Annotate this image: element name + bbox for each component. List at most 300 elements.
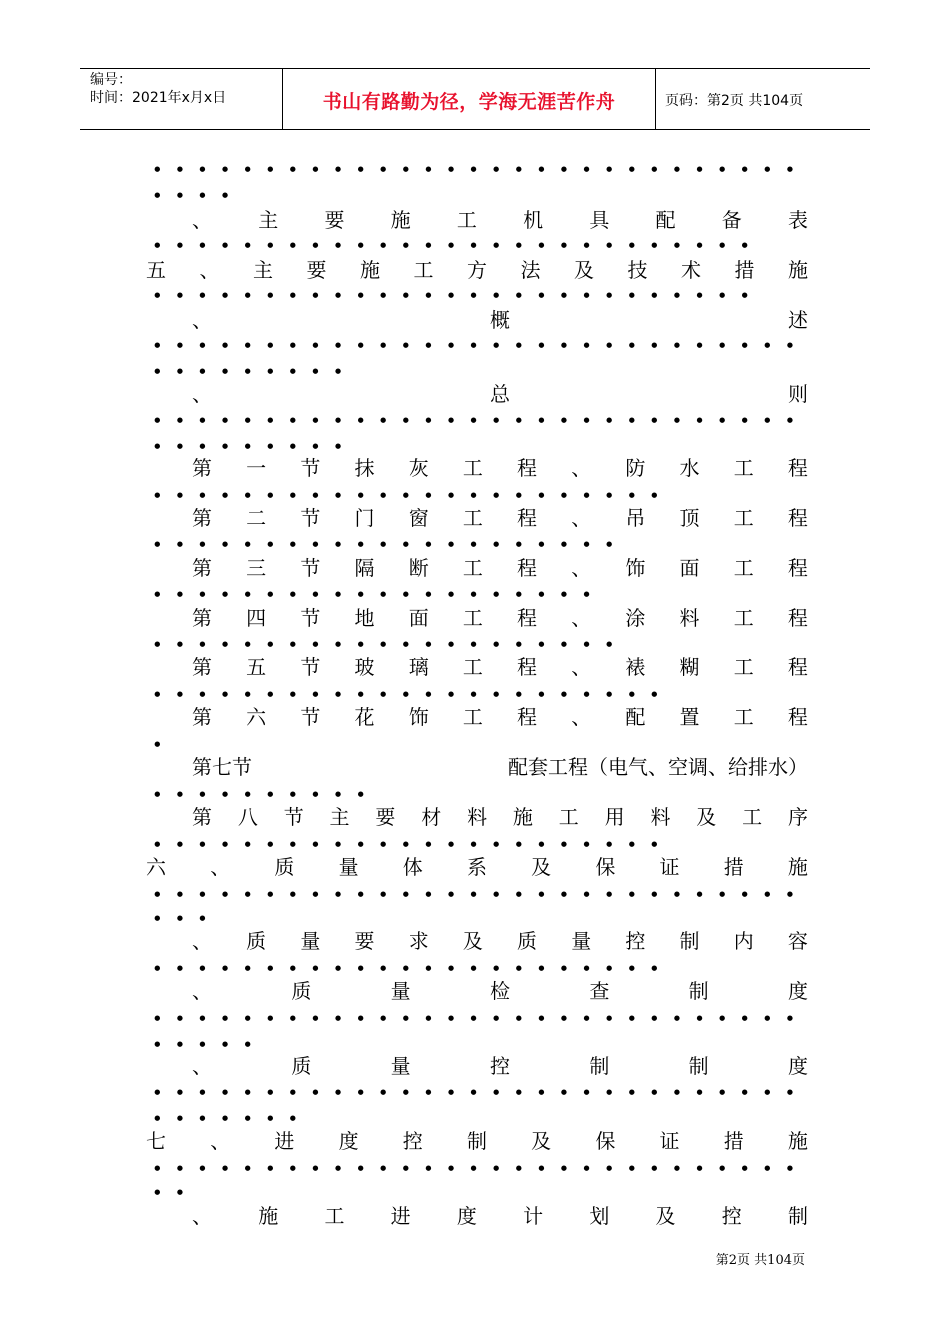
- leader-dot: [530, 1160, 553, 1176]
- leader-dot: [688, 237, 711, 253]
- toc-entry-text: 则: [788, 381, 808, 406]
- leader-dot: [643, 237, 666, 253]
- leader-dot: [169, 161, 192, 177]
- toc-entry-text: 术: [681, 257, 701, 282]
- leader-dot: [553, 886, 576, 902]
- leader-dot: [169, 1160, 192, 1176]
- toc-entry[interactable]: [146, 1125, 808, 1153]
- leader-dot: [440, 536, 463, 552]
- toc-entry-text: 程: [787, 654, 808, 679]
- leader-dot: [146, 412, 169, 428]
- leader-dot: [304, 237, 327, 253]
- document-time-label: 时间：2021年x月x日: [90, 90, 227, 106]
- leader-dot: [395, 337, 418, 353]
- toc-entry-text: 工: [733, 555, 754, 580]
- leader-dot: [620, 412, 643, 428]
- leader-dot: [530, 287, 553, 303]
- header-motto: 书山有路勤为径，学海无涯苦作舟: [322, 91, 616, 113]
- toc-entry-text: 序: [787, 804, 808, 829]
- leader-dot: [575, 337, 598, 353]
- leader-dot: [214, 886, 237, 902]
- leader-dot: [643, 960, 666, 976]
- toc-entry[interactable]: [192, 304, 808, 332]
- leader-dot: [282, 412, 305, 428]
- leader-dot: [440, 487, 463, 503]
- leader-dot: [259, 786, 282, 802]
- leader-dot: [236, 1084, 259, 1100]
- toc-entry-text: 工: [742, 804, 763, 829]
- leader-dot: [575, 412, 598, 428]
- leader-dot: [508, 586, 531, 602]
- leader-dot: [417, 287, 440, 303]
- leader-dot: [508, 161, 531, 177]
- toc-entry-text: 程: [517, 605, 538, 630]
- leader-dot: [214, 786, 237, 802]
- leader-dot: [440, 586, 463, 602]
- leader-dot: [191, 337, 214, 353]
- leader-dot: [643, 412, 666, 428]
- toc-entry-text: 料: [467, 804, 488, 829]
- leader-dots: [146, 736, 169, 752]
- toc-entry-text: 防: [625, 455, 646, 480]
- toc-entry-text: 概: [490, 307, 510, 332]
- toc-entry-text: 顶: [679, 505, 700, 530]
- leader-dot: [462, 536, 485, 552]
- leader-dot: [282, 1010, 305, 1026]
- toc-entry-text: 施: [360, 257, 380, 282]
- leader-dot: [146, 363, 169, 379]
- toc-entry-text: 第: [192, 455, 212, 480]
- leader-dot: [417, 412, 440, 428]
- leader-dot: [575, 1084, 598, 1100]
- toc-entry-text: 、: [199, 257, 220, 282]
- leader-dot: [508, 1160, 531, 1176]
- leader-dot: [236, 836, 259, 852]
- toc-entry-text: 证: [659, 1128, 680, 1153]
- leader-dot: [349, 1160, 372, 1176]
- toc-entry-text: 机: [523, 207, 544, 232]
- toc-entry-text: 述: [788, 307, 808, 332]
- toc-entry[interactable]: [192, 502, 808, 530]
- leader-dot: [462, 161, 485, 177]
- toc-entry-text: 第七节: [192, 754, 252, 779]
- leader-dot: [214, 487, 237, 503]
- toc-entry-text: 工: [462, 455, 483, 480]
- leader-dot: [462, 1160, 485, 1176]
- leader-dot: [417, 536, 440, 552]
- leader-dot: [214, 187, 237, 203]
- leader-dot: [733, 161, 756, 177]
- leader-dot: [666, 161, 689, 177]
- leader-dot: [598, 686, 621, 702]
- leader-dot: [666, 1010, 689, 1026]
- leader-dot: [733, 1084, 756, 1100]
- leader-dot: [553, 1160, 576, 1176]
- leader-dot: [711, 237, 734, 253]
- leader-dot: [349, 1084, 372, 1100]
- toc-entry-text: 及: [462, 928, 483, 953]
- leader-dot: [643, 287, 666, 303]
- leader-dots: [146, 287, 756, 303]
- leader-dot: [372, 1010, 395, 1026]
- leader-dot: [169, 187, 192, 203]
- leader-dot: [214, 337, 237, 353]
- leader-dot: [146, 438, 169, 454]
- toc-entry-text: 、: [192, 928, 212, 953]
- leader-dot: [485, 287, 508, 303]
- toc-entry-text: 工: [733, 605, 754, 630]
- leader-dot: [372, 1160, 395, 1176]
- leader-dot: [620, 836, 643, 852]
- toc-entry[interactable]: [146, 851, 808, 879]
- toc-entry-text: 及: [531, 854, 552, 879]
- toc-entry-text: 节: [300, 555, 321, 580]
- toc-entry[interactable]: [192, 1200, 808, 1228]
- toc-entry-text: 质: [291, 1053, 312, 1078]
- leader-dot: [191, 536, 214, 552]
- toc-entry-text: 质: [291, 978, 312, 1003]
- toc-entry-text: 八: [237, 804, 258, 829]
- leader-dot: [553, 1010, 576, 1026]
- leader-dot: [620, 1160, 643, 1176]
- toc-entry-text: 施: [788, 257, 808, 282]
- toc-entry-text: 第: [192, 804, 212, 829]
- toc-entry-text: 程: [787, 505, 808, 530]
- toc-entry-text: 主: [258, 207, 279, 232]
- leader-dot: [711, 1084, 734, 1100]
- leader-dot: [349, 586, 372, 602]
- leader-dot: [282, 536, 305, 552]
- leader-dot: [575, 287, 598, 303]
- leader-dot: [146, 586, 169, 602]
- toc-entry-text: 五: [246, 654, 267, 679]
- leader-dot: [327, 337, 350, 353]
- leader-dot: [372, 487, 395, 503]
- leader-dot: [282, 287, 305, 303]
- toc-entry-text: 节: [300, 704, 321, 729]
- toc-entry-text: 工: [462, 505, 483, 530]
- toc-entry[interactable]: [192, 378, 808, 406]
- toc-entry-text: 总: [490, 381, 510, 406]
- leader-dot: [169, 886, 192, 902]
- leader-dot: [417, 960, 440, 976]
- leader-dot: [733, 237, 756, 253]
- leader-dot: [327, 1160, 350, 1176]
- toc-entry-text: 及: [696, 804, 717, 829]
- leader-dot: [756, 1010, 779, 1026]
- toc-entry-text: 、: [571, 555, 592, 580]
- leader-dot: [508, 1010, 531, 1026]
- leader-dot: [349, 237, 372, 253]
- leader-dot: [508, 960, 531, 976]
- leader-dot: [327, 636, 350, 652]
- toc-entry-text: 度: [338, 1128, 359, 1153]
- toc-entry-text: 制: [688, 1053, 709, 1078]
- toc-entry-text: 方: [467, 257, 487, 282]
- leader-dot: [372, 836, 395, 852]
- toc-entry-text: 主: [329, 804, 350, 829]
- leader-dot: [214, 287, 237, 303]
- leader-dot: [688, 337, 711, 353]
- leader-dot: [530, 960, 553, 976]
- toc-entry-text: 施: [787, 1128, 808, 1153]
- leader-dot: [733, 1010, 756, 1026]
- leader-dot: [395, 886, 418, 902]
- leader-dot: [575, 237, 598, 253]
- leader-dot: [304, 1010, 327, 1026]
- leader-dot: [146, 337, 169, 353]
- leader-dot: [620, 287, 643, 303]
- toc-entry-text: 要: [324, 207, 345, 232]
- toc-entry-text: 第: [192, 555, 212, 580]
- leader-dot: [259, 586, 282, 602]
- leader-dot: [462, 237, 485, 253]
- leader-dot: [530, 536, 553, 552]
- toc-entry-text: 检: [489, 978, 510, 1003]
- leader-dot: [462, 287, 485, 303]
- toc-entry[interactable]: [192, 204, 808, 232]
- leader-dot: [146, 237, 169, 253]
- leader-dot: [349, 1010, 372, 1026]
- leader-dot: [259, 960, 282, 976]
- leader-dots: [146, 586, 598, 602]
- leader-dot: [372, 412, 395, 428]
- toc-entry-text: 进: [274, 1128, 295, 1153]
- toc-entry[interactable]: [192, 602, 808, 630]
- leader-dot: [169, 1084, 192, 1100]
- leader-dot: [485, 412, 508, 428]
- header-page-info: 页码：第2页 共104页: [665, 93, 804, 109]
- toc-entry[interactable]: [192, 1050, 808, 1078]
- leader-dot: [666, 237, 689, 253]
- leader-dot: [666, 1084, 689, 1100]
- toc-entry-text: 程: [517, 505, 538, 530]
- leader-dot: [440, 886, 463, 902]
- toc-entry-text: 及: [531, 1128, 552, 1153]
- leader-dot: [282, 161, 305, 177]
- toc-entry-text: 六: [146, 854, 166, 879]
- toc-entry-text: 计: [523, 1203, 544, 1228]
- leader-dot: [779, 161, 802, 177]
- toc-entry[interactable]: [192, 701, 808, 729]
- toc-entry-text: 程: [787, 704, 808, 729]
- leader-dot: [440, 1160, 463, 1176]
- toc-entry-text: 节: [300, 455, 321, 480]
- leader-dot: [259, 363, 282, 379]
- leader-dot: [191, 1160, 214, 1176]
- leader-dot: [756, 337, 779, 353]
- toc-entry-text: 工: [462, 654, 483, 679]
- leader-dot: [372, 287, 395, 303]
- toc-entry-text: 主: [253, 257, 273, 282]
- leader-dot: [711, 886, 734, 902]
- leader-dot: [440, 1084, 463, 1100]
- leader-dots: [146, 412, 801, 428]
- leader-dot: [508, 237, 531, 253]
- leader-dot: [643, 1084, 666, 1100]
- leader-dot: [598, 886, 621, 902]
- toc-entry-text: 材: [421, 804, 442, 829]
- leader-dot: [620, 161, 643, 177]
- leader-dot: [733, 287, 756, 303]
- leader-dot: [575, 161, 598, 177]
- leader-dot: [282, 237, 305, 253]
- toc-entry-text: 第: [192, 704, 212, 729]
- toc-entry-text: 节: [300, 654, 321, 679]
- toc-entry-text: 保: [595, 1128, 616, 1153]
- leader-dot: [169, 910, 192, 926]
- leader-dot: [575, 536, 598, 552]
- leader-dot: [146, 1084, 169, 1100]
- leader-dot: [214, 586, 237, 602]
- leader-dot: [327, 412, 350, 428]
- leader-dot: [643, 686, 666, 702]
- leader-dot: [349, 287, 372, 303]
- leader-dot: [214, 636, 237, 652]
- leader-dot: [214, 363, 237, 379]
- toc-entry[interactable]: [192, 552, 808, 580]
- leader-dot: [146, 910, 169, 926]
- leader-dot: [530, 337, 553, 353]
- toc-entry-text: 工: [462, 704, 483, 729]
- toc-entry[interactable]: [192, 975, 808, 1003]
- leader-dot: [304, 161, 327, 177]
- leader-dot: [169, 487, 192, 503]
- leader-dot: [688, 886, 711, 902]
- leader-dot: [236, 287, 259, 303]
- leader-dot: [485, 886, 508, 902]
- leader-dot: [236, 412, 259, 428]
- leader-dot: [191, 1084, 214, 1100]
- leader-dot: [575, 1160, 598, 1176]
- leader-dot: [304, 1084, 327, 1100]
- leader-dot: [236, 586, 259, 602]
- toc-entry-text: 措: [734, 257, 755, 282]
- leader-dot: [395, 412, 418, 428]
- toc-entry-text: 节: [283, 804, 304, 829]
- toc-entry-text: 程: [787, 455, 808, 480]
- toc-entry-text: 质: [517, 928, 538, 953]
- leader-dot: [485, 161, 508, 177]
- leader-dot: [688, 1010, 711, 1026]
- leader-dot: [711, 412, 734, 428]
- leader-dot: [169, 586, 192, 602]
- leader-dot: [733, 412, 756, 428]
- toc-entry-text: 度: [787, 1053, 808, 1078]
- leader-dot: [553, 960, 576, 976]
- toc-entry-text: 、: [210, 854, 231, 879]
- toc-entry-text: 工: [456, 207, 477, 232]
- toc-entry-text: 、: [571, 455, 592, 480]
- leader-dot: [259, 237, 282, 253]
- toc-entry[interactable]: [192, 452, 808, 480]
- leader-dot: [395, 1010, 418, 1026]
- toc-entry-text: 七: [146, 1128, 166, 1153]
- leader-dot: [395, 586, 418, 602]
- toc-entry-text: 程: [517, 555, 538, 580]
- toc-entry-text: 工: [733, 704, 754, 729]
- leader-dot: [146, 686, 169, 702]
- toc-entry[interactable]: [192, 751, 808, 779]
- leader-dot: [779, 337, 802, 353]
- leader-dot: [327, 1084, 350, 1100]
- leader-dot: [643, 161, 666, 177]
- leader-dots: [146, 1010, 801, 1026]
- leader-dot: [214, 1010, 237, 1026]
- toc-entry-text: 、: [571, 505, 592, 530]
- leader-dot: [598, 287, 621, 303]
- leader-dot: [304, 337, 327, 353]
- toc-entry-text: 水: [679, 455, 700, 480]
- toc-entry-text: 工: [558, 804, 579, 829]
- leader-dot: [349, 960, 372, 976]
- toc-entry[interactable]: [192, 801, 808, 829]
- toc-entry-text: 配: [655, 207, 676, 232]
- toc-entry-text: 保: [595, 854, 616, 879]
- toc-entry-text: 程: [517, 654, 538, 679]
- toc-entry-text: 、: [192, 207, 212, 232]
- leader-dot: [508, 1084, 531, 1100]
- toc-entry-text: 制: [688, 978, 709, 1003]
- toc-entry-text: 料: [650, 804, 671, 829]
- toc-entry-text: 量: [390, 978, 411, 1003]
- leader-dot: [779, 1010, 802, 1026]
- leader-dot: [666, 337, 689, 353]
- toc-entry-text: 具: [589, 207, 610, 232]
- leader-dot: [643, 337, 666, 353]
- leader-dot: [598, 536, 621, 552]
- leader-dot: [304, 886, 327, 902]
- leader-dot: [191, 1010, 214, 1026]
- leader-dot: [756, 1084, 779, 1100]
- leader-dots: [146, 337, 801, 353]
- toc-entry-text: 制: [466, 1128, 487, 1153]
- toc-entry[interactable]: [192, 925, 808, 953]
- leader-dot: [620, 886, 643, 902]
- toc-entry-text: 技: [627, 257, 648, 282]
- leader-dot: [169, 412, 192, 428]
- leader-dot: [327, 536, 350, 552]
- leader-dot: [259, 536, 282, 552]
- leader-dot: [508, 836, 531, 852]
- leader-dot: [214, 161, 237, 177]
- leader-dot: [530, 412, 553, 428]
- leader-dots: [146, 536, 620, 552]
- leader-dot: [259, 1084, 282, 1100]
- toc-entry[interactable]: [192, 651, 808, 679]
- toc-entry[interactable]: [146, 254, 808, 282]
- toc-entry-text: 求: [408, 928, 429, 953]
- toc-entry-text: 施: [390, 207, 411, 232]
- toc-entry-text: 程: [517, 455, 538, 480]
- toc-entry-text: 玻: [354, 654, 375, 679]
- leader-dot: [259, 1160, 282, 1176]
- leader-dot: [598, 161, 621, 177]
- toc-entry-text: 三: [246, 555, 267, 580]
- leader-dot: [462, 1084, 485, 1100]
- leader-dot: [779, 886, 802, 902]
- leader-dot: [417, 1160, 440, 1176]
- leader-dot: [598, 1010, 621, 1026]
- toc-entry-text: 工: [462, 605, 483, 630]
- leader-dot: [779, 1084, 802, 1100]
- leader-dot: [395, 1084, 418, 1100]
- leader-dot: [372, 686, 395, 702]
- toc-entry-text: 施: [258, 1203, 279, 1228]
- toc-entry-text: 第: [192, 605, 212, 630]
- toc-entry-text: 要: [354, 928, 375, 953]
- toc-entry-text: 工: [413, 257, 434, 282]
